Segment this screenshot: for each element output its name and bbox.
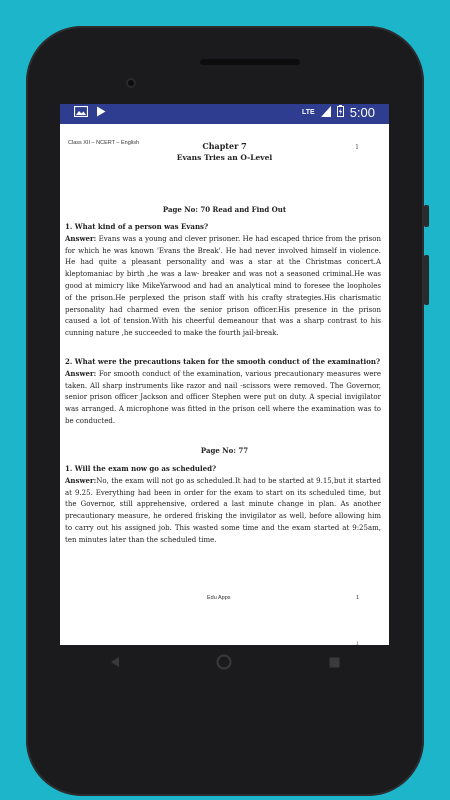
speaker-grille [200, 59, 300, 65]
battery-charging-icon [337, 105, 344, 120]
answer-3 [65, 475, 381, 547]
power-button [424, 255, 429, 305]
play-store-icon [96, 106, 106, 120]
question-3: 1. Will the exam now go as scheduled? [65, 464, 217, 473]
answer-label: Answer: [65, 368, 97, 378]
footer-text: Edu Apps [207, 595, 231, 601]
chapter-heading: Chapter 7 [202, 141, 247, 151]
section-heading-2: Page No: 77 [200, 446, 249, 455]
image-icon [74, 106, 88, 120]
network-type: LTE [301, 109, 315, 116]
answer-2 [65, 368, 381, 428]
signal-icon [321, 106, 331, 120]
home-icon[interactable] [210, 648, 238, 676]
qa-block-2 [65, 356, 381, 428]
answer-text: Evans was a young and clever prisoner. He had escaped thrice from the prison for which he was known 'Evans the Break'. He had never involved himself in violence. He had quite a pleasant personality and was a star at the Christmas concert.A kleptomaniac by birth ,he was a law- breaker and was not a seasoned criminal.He was good at mimicry like MikeYarwood and had an analytical mind to foresee the loopholes of the prison.He perplexed the prison staff with his crafty strategies.His charismatic personality had charmed even the senior prison officer.His presence in the prison caused a lot of tension.With his cheerful demeanour that was a sharp contrast to his cunning nature ,he succeeded to make the fourth jail-break. [65, 234, 381, 338]
next-page-mark: 1 [355, 641, 359, 645]
footer-page-number: 1 [355, 595, 359, 601]
volume-up-button [424, 205, 429, 227]
navigation-bar [60, 645, 389, 679]
qa-block-3 [65, 463, 381, 547]
answer-label: Answer: [65, 233, 97, 243]
qa-block-1 [65, 221, 381, 340]
answer-label: Answer: [65, 475, 97, 485]
recents-icon[interactable] [320, 648, 348, 676]
front-camera [126, 78, 136, 88]
question-1: 1. What kind of a person was Evans? [65, 222, 209, 231]
back-icon[interactable] [101, 648, 129, 676]
chapter-title: Evans Tries an O-Level [176, 153, 273, 162]
screen [60, 104, 389, 645]
clock: 5:00 [349, 105, 375, 120]
status-bar [60, 104, 389, 124]
answer-text: No, the exam will not go as scheduled.It had to be started at 9.15,but it started at 9.25. Everything had been in order for the exam to start on its scheduled time, but the Governor, still apprehensive, ordered a last minute change in plan. As another precautionary measure, he ordered frisking the invigilator as well, before allowing him to carry out his assigned job. This wasted some time and the exam started at 9:25am, ten minutes later than the scheduled time. [65, 476, 381, 544]
answer-text: For smooth conduct of the examination, various precautionary measures were taken. All sharp instruments like razor and nail -scissors were removed. The Governor, senior prison officer Jackson and officer Stephen were put on duty. A special invigilator was arranged. A microphone was fitted in the prison cell where the examination was to be conducted. [65, 369, 381, 425]
page-number-top: 1 [355, 144, 359, 151]
question-2: 2. What were the precautions taken for the smooth conduct of the examination? [65, 357, 381, 366]
document-page[interactable] [60, 124, 389, 645]
section-heading-1: Page No: 70 Read and Find Out [162, 205, 287, 214]
answer-1 [65, 233, 381, 340]
document-header: Class XII – NCERT – English [68, 140, 140, 146]
